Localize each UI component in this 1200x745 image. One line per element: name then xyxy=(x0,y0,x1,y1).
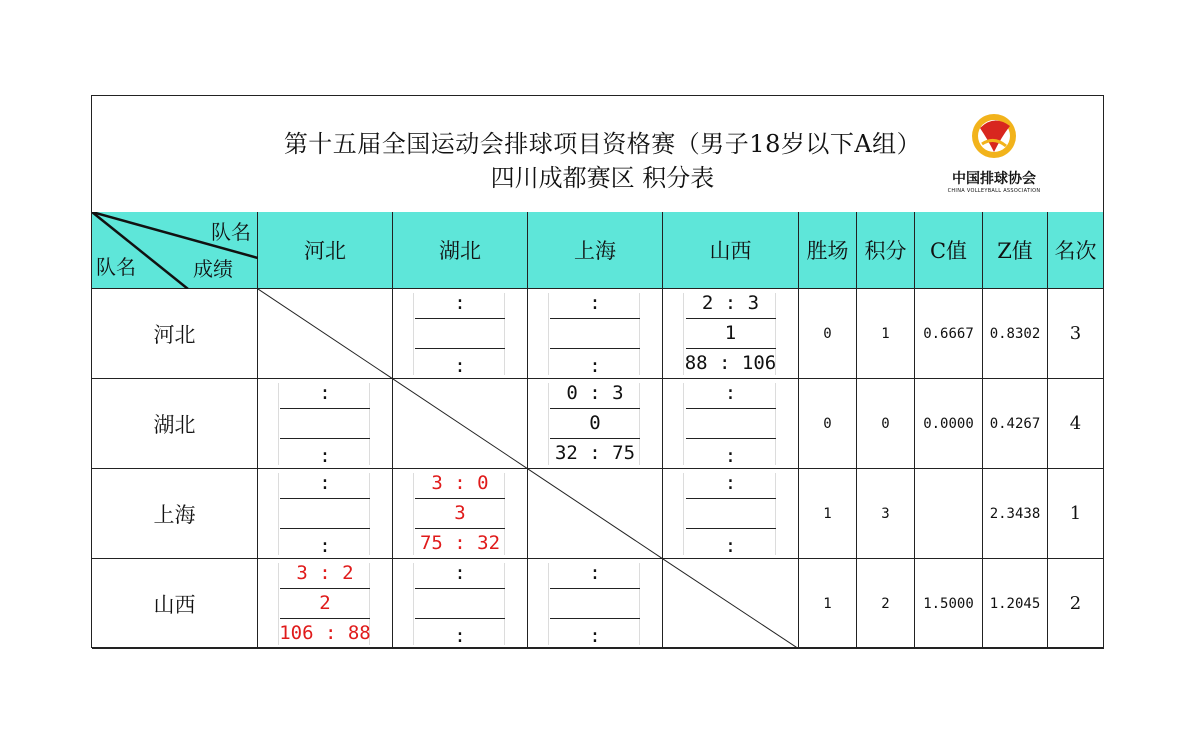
col-header-wins xyxy=(799,212,857,289)
rally-points: : xyxy=(454,625,466,647)
rally-points: : xyxy=(454,355,466,377)
match-score xyxy=(258,469,392,558)
wins-cell-text: 0 xyxy=(823,415,832,432)
points-cell-text: 2 xyxy=(881,595,890,612)
score-divider xyxy=(686,408,776,409)
score-divider xyxy=(686,528,776,529)
diagonal-cell xyxy=(258,289,393,379)
rank-cell xyxy=(1048,559,1104,649)
score-divider xyxy=(686,348,776,349)
score-divider xyxy=(415,348,505,349)
sets-score: : xyxy=(589,562,601,584)
rally-points: 32 : 75 xyxy=(554,442,636,464)
col-header-z-label: Z值 xyxy=(997,239,1033,263)
z-value-cell-text: 0.4267 xyxy=(989,415,1041,432)
rank-cell-text: 3 xyxy=(1069,323,1082,344)
rally-points: : xyxy=(589,625,601,647)
row-team-label: 河北 xyxy=(153,322,196,347)
match-points: 3 xyxy=(454,502,466,524)
score-divider xyxy=(550,408,640,409)
sets-score: 3 : 2 xyxy=(296,562,354,584)
points-cell-text: 0 xyxy=(881,415,890,432)
points-cell xyxy=(857,559,915,649)
z-value-cell-text: 1.2045 xyxy=(989,595,1041,612)
corner-label-result: 成绩 xyxy=(193,257,233,281)
c-value-cell-text: 1.5000 xyxy=(923,595,974,612)
col-header-points-label: 积分 xyxy=(864,239,907,263)
score-cell xyxy=(393,289,528,379)
diagonal-line xyxy=(258,289,393,379)
col-header-label: 湖北 xyxy=(439,239,481,263)
diagonal-line xyxy=(393,379,528,469)
rank-cell-text: 4 xyxy=(1069,413,1082,434)
c-value-cell xyxy=(915,559,983,649)
sets-score: : xyxy=(454,292,466,314)
score-divider xyxy=(550,588,640,589)
col-header-points xyxy=(857,212,915,289)
rank-cell xyxy=(1048,379,1104,469)
points-cell-text: 1 xyxy=(881,325,890,342)
match-points: 1 xyxy=(724,322,737,344)
row-team-label: 山西 xyxy=(153,592,196,617)
sets-score: 3 : 0 xyxy=(431,472,489,494)
match-score xyxy=(393,289,527,378)
col-header-team xyxy=(393,212,528,289)
col-header-rank xyxy=(1048,212,1104,289)
sets-score: : xyxy=(319,472,331,494)
rally-points: : xyxy=(319,535,331,557)
score-divider xyxy=(686,318,776,319)
z-value-cell xyxy=(983,559,1048,649)
score-cell xyxy=(528,559,663,649)
wins-cell-text: 0 xyxy=(823,325,832,342)
score-divider xyxy=(415,318,505,319)
sets-score: : xyxy=(319,382,331,404)
logo-cn-text: 中国排球协会 xyxy=(952,171,1036,187)
score-divider xyxy=(550,618,640,619)
diagonal-line xyxy=(663,559,799,649)
score-cell xyxy=(663,469,799,559)
wins-cell-text: 1 xyxy=(823,505,832,522)
score-divider xyxy=(686,438,776,439)
rally-points: : xyxy=(319,445,331,467)
sets-score: : xyxy=(724,382,737,404)
z-value-cell xyxy=(983,289,1048,379)
col-header-label: 上海 xyxy=(574,239,616,263)
col-header-c xyxy=(915,212,983,289)
match-score xyxy=(393,469,527,558)
col-header-team xyxy=(528,212,663,289)
match-score xyxy=(663,379,798,468)
z-value-cell xyxy=(983,379,1048,469)
col-header-label: 河北 xyxy=(304,239,346,263)
z-value-cell-text: 0.8302 xyxy=(989,325,1041,342)
diagonal-line xyxy=(528,469,663,559)
row-team-name xyxy=(92,289,258,379)
score-divider xyxy=(280,528,370,529)
score-divider xyxy=(280,438,370,439)
score-cell xyxy=(393,469,528,559)
score-cell xyxy=(663,379,799,469)
match-score xyxy=(528,379,662,468)
score-divider xyxy=(415,588,505,589)
c-value-cell-text: 0.6667 xyxy=(923,325,974,342)
page-title: 第十五届全国运动会排球项目资格赛（男子18岁以下A组） xyxy=(283,130,922,158)
score-cell xyxy=(663,289,799,379)
col-header-rank-label: 名次 xyxy=(1054,239,1097,263)
points-cell xyxy=(857,289,915,379)
diagonal-cell xyxy=(393,379,528,469)
z-value-cell-text: 2.3438 xyxy=(989,505,1041,522)
score-cell xyxy=(393,559,528,649)
diagonal-cell xyxy=(528,469,663,559)
corner-header xyxy=(92,212,258,289)
row-team-name xyxy=(92,559,258,649)
rally-points: 75 : 32 xyxy=(419,532,501,554)
rank-cell-text: 1 xyxy=(1069,503,1082,524)
sets-score: : xyxy=(589,292,601,314)
match-points: 2 xyxy=(319,592,331,614)
rank-cell xyxy=(1048,469,1104,559)
match-points: 0 xyxy=(589,412,601,434)
score-divider xyxy=(280,588,370,589)
score-divider xyxy=(415,528,505,529)
score-divider xyxy=(415,618,505,619)
match-score xyxy=(528,289,662,378)
score-cell xyxy=(258,559,393,649)
points-cell xyxy=(857,469,915,559)
wins-cell-text: 1 xyxy=(823,595,832,612)
row-team-label: 湖北 xyxy=(153,412,196,437)
rank-cell xyxy=(1048,289,1104,379)
rally-points: 106 : 88 xyxy=(279,622,371,644)
sets-score: : xyxy=(724,472,737,494)
score-cell xyxy=(258,469,393,559)
wins-cell xyxy=(799,289,857,379)
match-score xyxy=(663,469,798,558)
wins-cell xyxy=(799,559,857,649)
match-score xyxy=(258,379,392,468)
rally-points: : xyxy=(724,535,737,557)
diagonal-cell xyxy=(663,559,799,649)
row-team-label: 上海 xyxy=(153,502,196,527)
c-value-cell-text: 0.0000 xyxy=(923,415,974,432)
c-value-cell xyxy=(915,379,983,469)
sets-score: 2 : 3 xyxy=(701,292,760,314)
score-divider xyxy=(280,408,370,409)
score-divider xyxy=(415,498,505,499)
wins-cell xyxy=(799,379,857,469)
z-value-cell xyxy=(983,469,1048,559)
score-cell xyxy=(528,379,663,469)
col-header-team xyxy=(663,212,799,289)
row-team-name xyxy=(92,379,258,469)
page-subtitle: 四川成都赛区 积分表 xyxy=(490,164,715,192)
sets-score: 0 : 3 xyxy=(566,382,624,404)
score-divider xyxy=(550,348,640,349)
match-score xyxy=(663,289,798,378)
score-cell xyxy=(258,379,393,469)
col-header-wins-label: 胜场 xyxy=(806,239,849,263)
col-header-team xyxy=(258,212,393,289)
score-divider xyxy=(280,498,370,499)
row-team-name xyxy=(92,469,258,559)
col-header-z xyxy=(983,212,1048,289)
match-score xyxy=(258,559,392,648)
rank-cell-text: 2 xyxy=(1069,593,1082,614)
corner-label-team: 队名 xyxy=(211,220,251,244)
c-value-cell xyxy=(915,469,983,559)
sets-score: : xyxy=(454,562,466,584)
standings-sheet xyxy=(91,95,1104,648)
score-divider xyxy=(280,618,370,619)
match-score xyxy=(393,559,527,648)
score-cell xyxy=(528,289,663,379)
rally-points: : xyxy=(589,355,601,377)
rally-points: 88 : 106 xyxy=(684,352,777,374)
score-divider xyxy=(686,498,776,499)
match-score xyxy=(528,559,662,648)
points-cell-text: 3 xyxy=(881,505,890,522)
logo-en-text: CHINA VOLLEYBALL ASSOCIATION xyxy=(947,188,1041,194)
corner-label-team-row: 队名 xyxy=(96,255,136,279)
score-divider xyxy=(550,318,640,319)
col-header-c-label: C值 xyxy=(929,239,968,263)
title-block xyxy=(92,96,1103,213)
wins-cell xyxy=(799,469,857,559)
c-value-cell xyxy=(915,289,983,379)
col-header-label: 山西 xyxy=(709,239,752,263)
points-cell xyxy=(857,379,915,469)
score-divider xyxy=(550,438,640,439)
rally-points: : xyxy=(724,445,737,467)
